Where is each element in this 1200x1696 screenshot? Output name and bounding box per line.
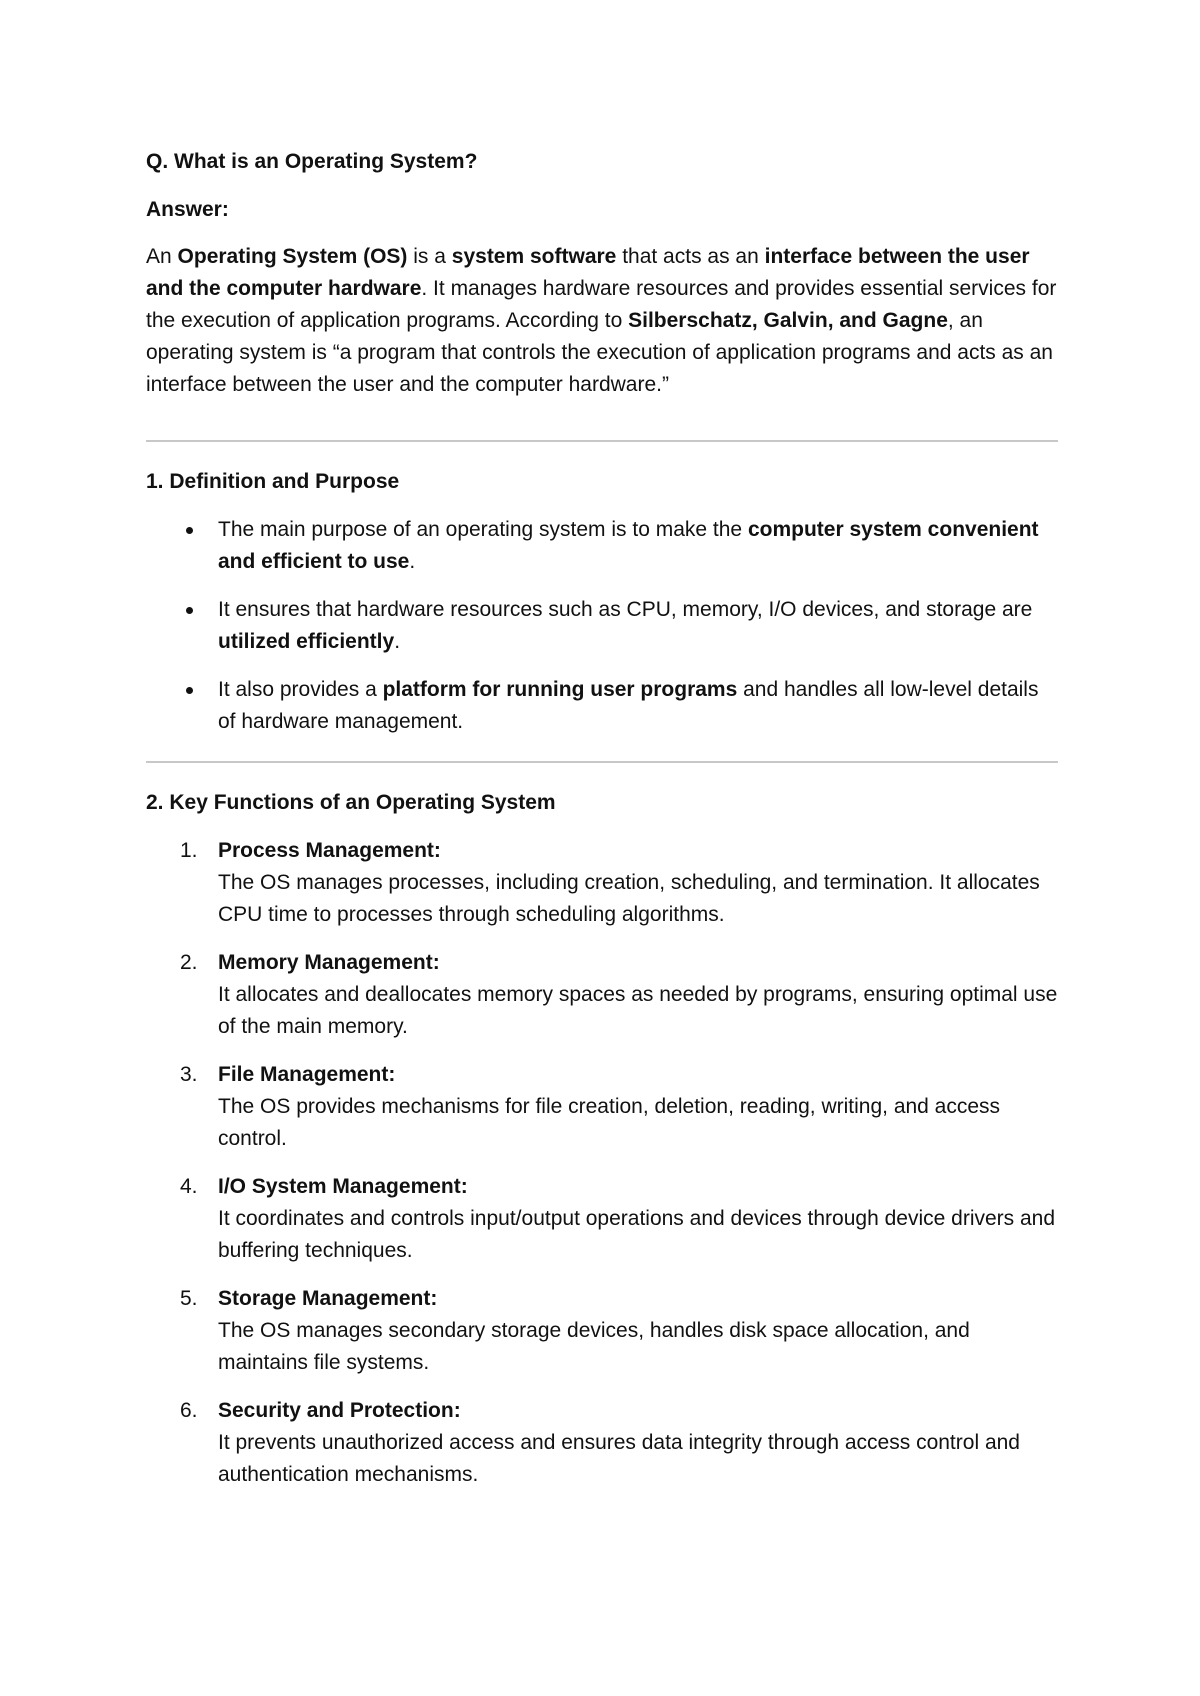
- function-title: Process Management:: [218, 839, 441, 862]
- intro-text: An: [146, 245, 178, 268]
- function-title: File Management:: [218, 1063, 396, 1086]
- function-description: The OS manages processes, including creation, scheduling, and termination. It allocates CPU time to processes through scheduling algorithms.: [218, 871, 1040, 926]
- function-item: [146, 1171, 1058, 1267]
- function-title: Storage Management:: [218, 1287, 438, 1310]
- function-title: Memory Management:: [218, 951, 440, 974]
- bullet-bold-text: platform for running user programs: [382, 678, 738, 701]
- function-description: It coordinates and controls input/output operations and devices through device drivers and buffering techniques.: [218, 1207, 1056, 1262]
- intro-text: , an operating system is “a program that controls the execution of application programs and acts as an interface between the user and the computer hardware.”: [146, 309, 1053, 396]
- function-description: The OS manages secondary storage devices, handles disk space allocation, and maintains file systems.: [218, 1319, 970, 1374]
- functions-numbered-list: [146, 835, 1058, 1491]
- section-heading: 1. Definition and Purpose: [146, 470, 400, 493]
- function-description: The OS provides mechanisms for file creation, deletion, reading, writing, and access control.: [218, 1095, 1001, 1150]
- list-number: 2.: [180, 951, 198, 974]
- intro-bold-term: Operating System (OS): [177, 245, 408, 268]
- bullet-text: and handles all low-level details of hardware management.: [218, 678, 1039, 733]
- function-title: Security and Protection:: [218, 1399, 461, 1422]
- bullet-text: .: [394, 630, 401, 653]
- bullet-text: It ensures that hardware resources such as CPU, memory, I/O devices, and storage are: [218, 598, 1033, 621]
- function-item: [146, 1283, 1058, 1379]
- bullet-text: .: [409, 550, 416, 573]
- function-item: [146, 1395, 1058, 1491]
- list-number: 4.: [180, 1175, 198, 1198]
- purpose-bullet-list: [146, 514, 1058, 738]
- bullet-item: [146, 594, 1058, 658]
- function-item: [146, 835, 1058, 931]
- bullet-icon: [186, 527, 193, 534]
- bullet-item: [146, 674, 1058, 738]
- intro-text: is a: [407, 245, 452, 268]
- question-heading: Q. What is an Operating System?: [146, 150, 478, 173]
- intro-paragraph: [146, 241, 1058, 401]
- document-page: [146, 146, 1058, 1507]
- function-item: [146, 947, 1058, 1043]
- function-item: [146, 1059, 1058, 1155]
- bullet-item: [146, 514, 1058, 578]
- section-divider: [146, 761, 1058, 763]
- bullet-bold-text: computer system convenient and efficient to use: [218, 518, 1039, 573]
- list-number: 6.: [180, 1399, 198, 1422]
- intro-text: . It manages hardware resources and provides essential services for the execution of application programs. According to: [146, 277, 1057, 332]
- section-divider: [146, 440, 1058, 442]
- intro-bold-term: system software: [451, 245, 617, 268]
- section-heading: 2. Key Functions of an Operating System: [146, 791, 556, 814]
- function-title: I/O System Management:: [218, 1175, 468, 1198]
- list-number: 1.: [180, 839, 198, 862]
- list-number: 3.: [180, 1063, 198, 1086]
- intro-bold-term: Silberschatz, Galvin, and Gagne: [628, 309, 948, 332]
- function-description: It prevents unauthorized access and ensures data integrity through access control and authentication mechanisms.: [218, 1431, 1020, 1486]
- answer-label: Answer:: [146, 198, 229, 221]
- bullet-icon: [186, 687, 193, 694]
- intro-bold-term: interface between the user and the computer hardware: [146, 245, 1030, 300]
- bullet-text: The main purpose of an operating system is to make the: [218, 518, 748, 541]
- function-description: It allocates and deallocates memory spaces as needed by programs, ensuring optimal use of the main memory.: [218, 983, 1058, 1038]
- intro-text: that acts as an: [616, 245, 765, 268]
- bullet-text: It also provides a: [218, 678, 383, 701]
- bullet-bold-text: utilized efficiently: [218, 630, 395, 653]
- list-number: 5.: [180, 1287, 198, 1310]
- bullet-icon: [186, 607, 193, 614]
